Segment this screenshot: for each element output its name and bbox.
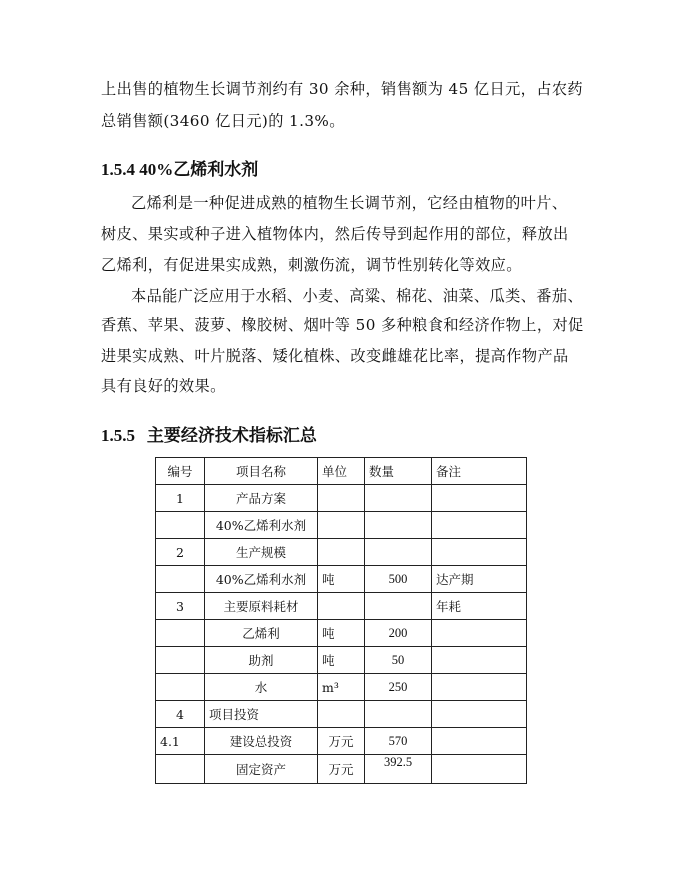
cell-no: 3 — [156, 593, 205, 620]
cell-unit — [318, 593, 365, 620]
cell-unit — [318, 512, 365, 539]
cell-name: 生产规模 — [205, 539, 318, 566]
cell-unit — [318, 701, 365, 728]
para1-line-3: 乙烯利，有促进果实成熟，刺激伤流，调节性别转化等效应。 — [101, 256, 522, 274]
para2-line-1: 本品能广泛应用于水稻、小麦、高粱、棉花、油菜、瓜类、番茄、 — [131, 287, 584, 305]
cell-no: 2 — [156, 539, 205, 566]
cell-note — [432, 647, 527, 674]
cell-note — [432, 485, 527, 512]
cell-note — [432, 728, 527, 755]
cell-note — [432, 674, 527, 701]
para2-line-2: 香蕉、苹果、菠萝、橡胶树、烟叶等 50 多种粮食和经济作物上，对促 — [101, 316, 584, 334]
cell-note: 年耗 — [432, 593, 527, 620]
section-1-5-5-heading — [101, 421, 317, 446]
section-1-5-4-heading — [101, 155, 258, 180]
cell-qty — [365, 701, 432, 728]
intro-line-2: 总销售额(3460 亿日元)的 1.3%。 — [101, 112, 345, 130]
header-note: 备注 — [432, 458, 527, 485]
table-row — [156, 566, 527, 593]
cell-qty — [365, 485, 432, 512]
table-row — [156, 755, 527, 784]
cell-no — [156, 566, 205, 593]
table-row — [156, 512, 527, 539]
cell-no: 1 — [156, 485, 205, 512]
table-row — [156, 620, 527, 647]
cell-note — [432, 512, 527, 539]
cell-no — [156, 674, 205, 701]
cell-unit: m³ — [318, 674, 365, 701]
cell-qty: 250 — [365, 674, 432, 701]
table-row — [156, 539, 527, 566]
cell-name: 产品方案 — [205, 485, 318, 512]
cell-name: 建设总投资 — [205, 728, 318, 755]
cell-name: 主要原料耗材 — [205, 593, 318, 620]
para1-line-2: 树皮、果实或种子进入植物体内，然后传导到起作用的部位，释放出 — [101, 225, 569, 243]
cell-name: 乙烯利 — [205, 620, 318, 647]
para2-line-4: 具有良好的效果。 — [101, 377, 226, 395]
cell-no: 4 — [156, 701, 205, 728]
indicator-summary-table — [155, 457, 527, 784]
cell-note — [432, 701, 527, 728]
cell-qty: 50 — [365, 647, 432, 674]
cell-unit — [318, 485, 365, 512]
cell-unit: 吨 — [318, 647, 365, 674]
cell-unit — [318, 539, 365, 566]
cell-unit: 吨 — [318, 566, 365, 593]
section-1-5-5-number: 1.5.5 — [101, 426, 135, 445]
cell-note — [432, 755, 527, 784]
cell-qty — [365, 512, 432, 539]
table-row — [156, 593, 527, 620]
cell-name: 40%乙烯利水剂 — [205, 512, 318, 539]
cell-no — [156, 620, 205, 647]
table-row — [156, 647, 527, 674]
cell-name: 固定资产 — [205, 755, 318, 784]
header-no: 编号 — [156, 458, 205, 485]
header-name: 项目名称 — [205, 458, 318, 485]
cell-note — [432, 620, 527, 647]
cell-no — [156, 512, 205, 539]
header-qty: 数量 — [365, 458, 432, 485]
cell-name: 水 — [205, 674, 318, 701]
table-row — [156, 485, 527, 512]
table-row — [156, 728, 527, 755]
cell-unit: 万元 — [318, 728, 365, 755]
para2-line-3: 进果实成熟、叶片脱落、矮化植株、改变雌雄花比率，提高作物产品 — [101, 347, 569, 365]
cell-qty: 570 — [365, 728, 432, 755]
table-row — [156, 674, 527, 701]
cell-no — [156, 755, 205, 784]
cell-no — [156, 647, 205, 674]
cell-qty: 392.5 — [365, 755, 432, 784]
cell-note: 达产期 — [432, 566, 527, 593]
section-1-5-4-title: 乙烯利水剂 — [173, 160, 259, 180]
cell-qty: 500 — [365, 566, 432, 593]
cell-qty: 200 — [365, 620, 432, 647]
section-1-5-4-number: 1.5.4 40% — [101, 160, 174, 179]
cell-name: 助剂 — [205, 647, 318, 674]
cell-qty — [365, 539, 432, 566]
cell-no: 4.1 — [156, 728, 205, 755]
table-header-row — [156, 458, 527, 485]
cell-name: 40%乙烯利水剂 — [205, 566, 318, 593]
cell-qty — [365, 593, 432, 620]
header-unit: 单位 — [318, 458, 365, 485]
para1-line-1: 乙烯利是一种促进成熟的植物生长调节剂，它经由植物的叶片、 — [131, 194, 568, 212]
cell-unit: 万元 — [318, 755, 365, 784]
intro-line-1: 上出售的植物生长调节剂约有 30 余种，销售额为 45 亿日元，占农药 — [101, 80, 584, 98]
cell-unit: 吨 — [318, 620, 365, 647]
section-1-5-5-title: 主要经济技术指标汇总 — [146, 426, 317, 446]
table-row — [156, 701, 527, 728]
cell-note — [432, 539, 527, 566]
cell-name: 项目投资 — [205, 701, 318, 728]
